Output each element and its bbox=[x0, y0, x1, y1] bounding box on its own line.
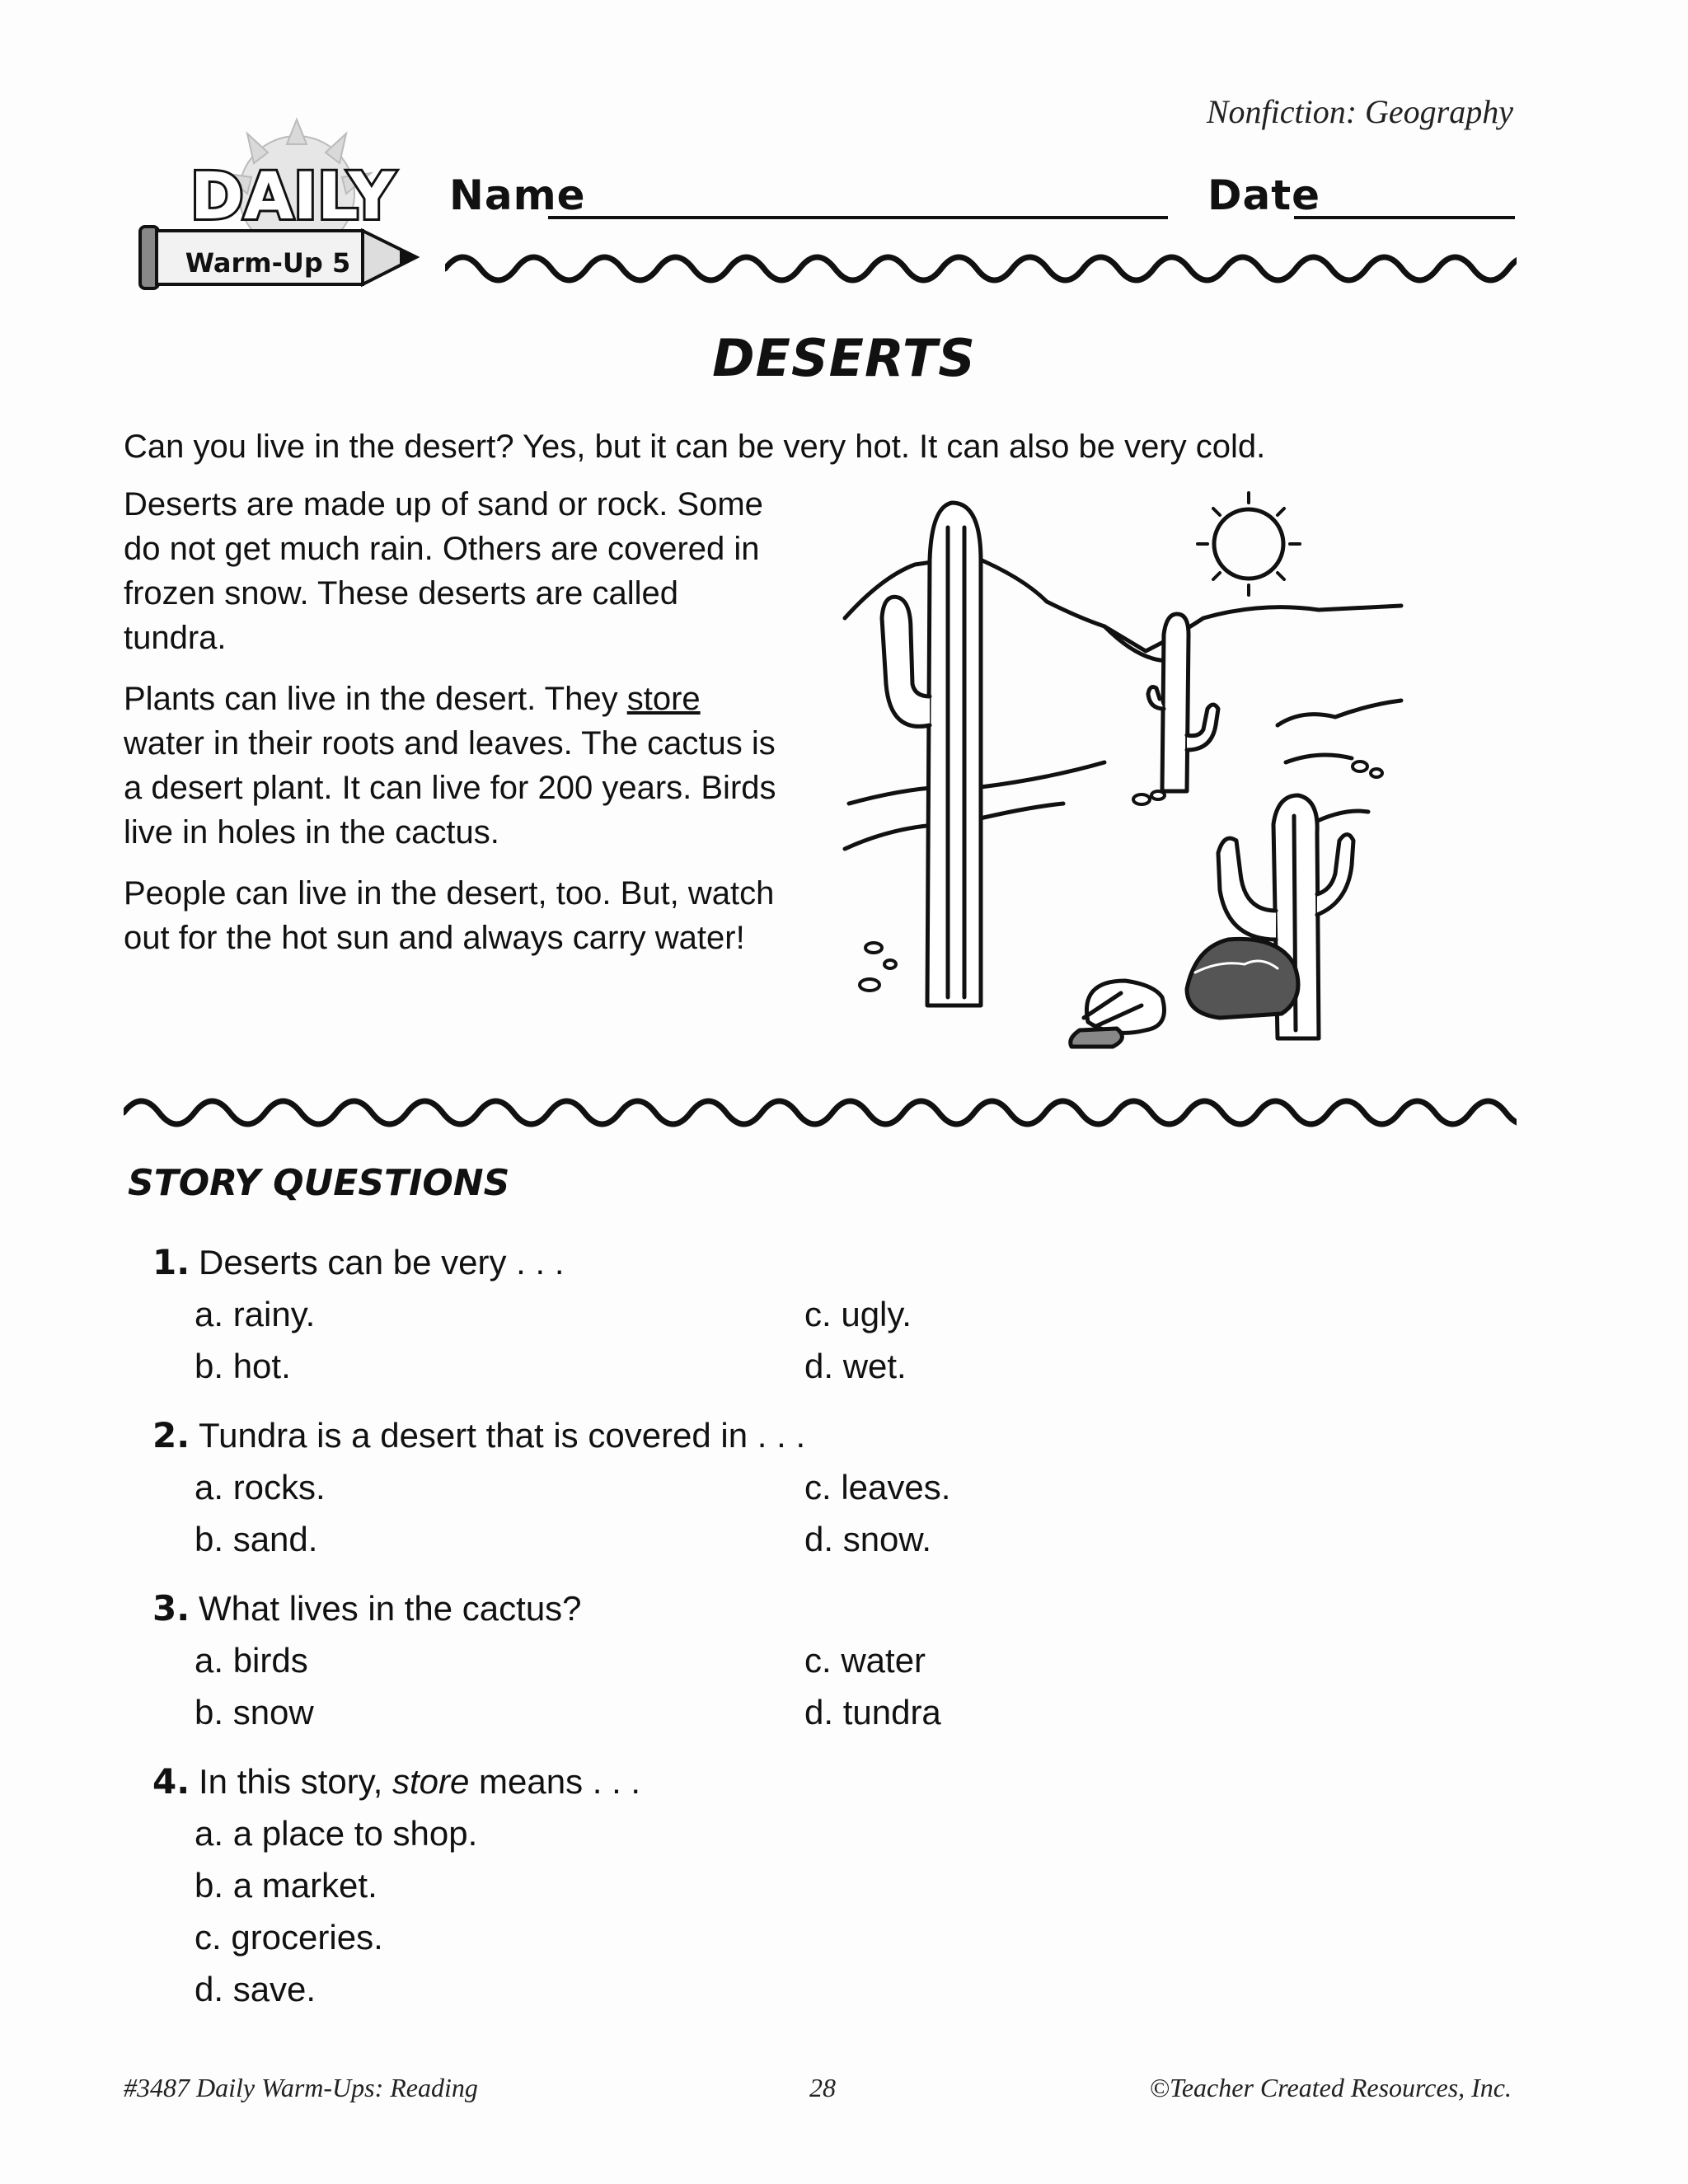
question-4 bbox=[152, 1755, 1389, 2015]
option-a[interactable]: a. a place to shop. bbox=[195, 1814, 478, 1853]
paragraph-2: Plants can live in the desert. They store water in their roots and leaves. The cactus is a desert plant. It can live for 200 years. Birds live in holes in the cactus. bbox=[124, 681, 776, 851]
option-b[interactable]: b. sand. bbox=[195, 1520, 318, 1558]
option-d[interactable]: d. tundra bbox=[804, 1693, 941, 1732]
option-c[interactable]: c. ugly. bbox=[804, 1295, 912, 1333]
question-3 bbox=[152, 1582, 1389, 1738]
logo-word: DAILY bbox=[190, 160, 396, 234]
rocks bbox=[1071, 939, 1298, 1047]
option-d[interactable]: d. save. bbox=[195, 1970, 316, 2008]
question-stem: Deserts can be very . . . bbox=[199, 1243, 565, 1282]
intro-sentence: Can you live in the desert? Yes, but it can be very hot. It can also be very cold. bbox=[124, 429, 1266, 465]
option-a[interactable]: a. birds bbox=[195, 1641, 308, 1680]
option-a[interactable]: a. rainy. bbox=[195, 1295, 316, 1333]
option-d[interactable]: d. snow. bbox=[804, 1520, 932, 1558]
question-number: 1. bbox=[152, 1242, 190, 1282]
paragraph-1: Deserts are made up of sand or rock. Some do not get much rain. Others are covered in frozen snow. These deserts are called tundra. bbox=[124, 486, 763, 656]
category-label: Nonfiction: Geography bbox=[1206, 93, 1513, 130]
question-number: 3. bbox=[152, 1588, 190, 1629]
footer-book-title: #3487 Daily Warm-Ups: Reading bbox=[124, 2073, 478, 2102]
section-wave-divider bbox=[124, 1088, 1517, 1137]
option-c[interactable]: c. groceries. bbox=[195, 1918, 383, 1957]
daily-warm-up-logo bbox=[132, 115, 478, 305]
option-b[interactable]: b. a market. bbox=[195, 1866, 377, 1905]
desert-cactus-illustration bbox=[832, 478, 1426, 1055]
footer-copyright: ©Teacher Created Resources, Inc. bbox=[1149, 2073, 1512, 2102]
reading-passage bbox=[124, 482, 783, 977]
sun-icon bbox=[1198, 493, 1300, 595]
option-b[interactable]: b. snow bbox=[195, 1693, 314, 1732]
small-cactus bbox=[1148, 614, 1218, 791]
question-stem: Tundra is a desert that is covered in . . . bbox=[199, 1416, 806, 1455]
option-a[interactable]: a. rocks. bbox=[195, 1468, 326, 1507]
question-stem: What lives in the cactus? bbox=[199, 1589, 582, 1628]
logo-subtitle: Warm-Up 5 bbox=[185, 247, 351, 279]
header-wave-divider bbox=[445, 244, 1517, 293]
vocab-word-store: store bbox=[626, 681, 701, 717]
option-c[interactable]: c. water bbox=[804, 1641, 926, 1680]
date-label: Date bbox=[1207, 171, 1321, 219]
name-label: Name bbox=[449, 171, 586, 219]
footer-page-number: 28 bbox=[809, 2073, 836, 2102]
option-c[interactable]: c. leaves. bbox=[804, 1468, 951, 1507]
question-1 bbox=[152, 1236, 1389, 1392]
question-number: 4. bbox=[152, 1761, 190, 1802]
tall-cactus bbox=[882, 503, 981, 1005]
page-title: DESERTS bbox=[712, 328, 976, 388]
question-stem: In this story, store means . . . bbox=[199, 1762, 641, 1801]
question-number: 2. bbox=[152, 1415, 190, 1455]
question-2 bbox=[152, 1409, 1389, 1565]
paragraph-3: People can live in the desert, too. But, watch out for the hot sun and always carry water! bbox=[124, 875, 775, 956]
date-field-line[interactable] bbox=[1294, 216, 1515, 219]
option-d[interactable]: d. wet. bbox=[804, 1347, 907, 1385]
vocab-word-store: store bbox=[392, 1762, 470, 1801]
option-b[interactable]: b. hot. bbox=[195, 1347, 291, 1385]
story-questions-heading: STORY QUESTIONS bbox=[128, 1162, 510, 1204]
name-field-line[interactable] bbox=[548, 216, 1168, 219]
